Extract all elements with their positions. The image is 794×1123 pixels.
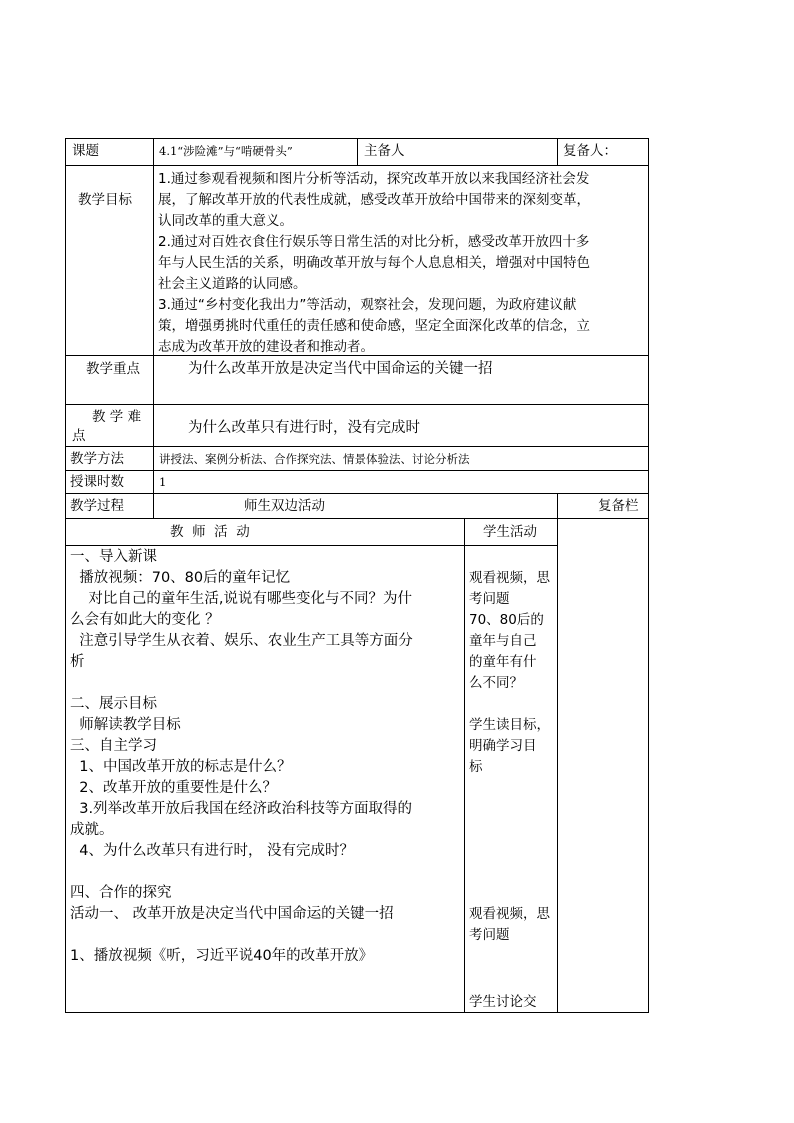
difficulty-label-cont: 点 (72, 428, 86, 444)
main-preparer-label: 主备人 (364, 143, 405, 159)
teacher-line: 一、导入新课 (70, 549, 157, 565)
student-line: 考问题 (469, 591, 510, 607)
teacher-line: 三、自主学习 (70, 738, 157, 754)
hours-label: 授课时数 (70, 474, 124, 490)
teacher-line: 四、合作的探究 (70, 885, 172, 901)
goals-label: 教学目标 (78, 192, 132, 208)
topic-label: 课题 (72, 143, 99, 159)
grid-line (557, 493, 558, 1013)
teacher-line: 播放视频：70、80后的童年记忆 (70, 570, 291, 586)
goals-line: 策，增强勇挑时代重任的责任感和使命感，坚定全面深化改革的信念，立 (158, 318, 590, 334)
student-line: 观看视频，思 (469, 906, 550, 922)
teacher-line: 么会有如此大的变化 ？ (70, 612, 220, 628)
teacher-line: 对比自己的童年生活,说说有哪些变化与不同？为什 (70, 591, 413, 607)
teacher-line: 活动一、 改革开放是决定当代中国命运的关键一招 (70, 906, 394, 922)
goals-line: 3.通过“乡村变化我出力”等活动，观察社会，发现问题，为政府建议献 (158, 297, 577, 313)
teacher-line: 二、展示目标 (70, 696, 157, 712)
goals-line: 志成为改革开放的建设者和推动者。 (158, 339, 374, 355)
teacher-activity-header: 教 师 活 动 (170, 524, 250, 540)
student-line: 70、80后的 (469, 612, 544, 628)
co-preparer-label: 复备人： (563, 143, 617, 159)
student-line: 考问题 (469, 927, 510, 943)
student-activity-header: 学生活动 (483, 524, 537, 540)
student-line: 观看视频，思 (469, 570, 550, 586)
teacher-line: 4、为什么改革只有进行时， 没有完成时？ (70, 843, 355, 859)
grid-line (65, 1012, 649, 1013)
grid-line (464, 518, 465, 1013)
teacher-line: 1、播放视频《听，习近平说40年的改革开放》 (70, 948, 374, 964)
goals-line: 展，了解改革开放的代表性成就，感受改革开放给中国带来的深刻变革， (158, 192, 590, 208)
grid-line (357, 138, 358, 166)
teacher-line: 析 (70, 654, 85, 670)
goals-line: 2.通过对百姓衣食住行娱乐等日常生活的对比分析，感受改革开放四十多 (158, 234, 590, 250)
dual-activity-label: 师生双边活动 (244, 498, 325, 514)
topic-value: 4.1“涉险滩”与“啃硬骨头” (159, 144, 293, 158)
student-line: 么不同？ (469, 675, 523, 691)
student-line: 标 (469, 759, 483, 775)
method-label: 教学方法 (70, 451, 124, 467)
student-line: 明确学习目 (469, 738, 537, 754)
key-point-value: 为什么改革开放是决定当代中国命运的关键一招 (188, 361, 493, 377)
key-point-label: 教学重点 (86, 361, 140, 377)
student-line: 学生读目标， (469, 717, 550, 733)
grid-line (65, 138, 66, 1013)
teacher-line: 2、改革开放的重要性是什么？ (70, 780, 277, 796)
goals-line: 1.通过参观看视频和图片分析等活动，探究改革开放以来我国经济社会发 (158, 171, 590, 187)
difficulty-label: 教 学 难 (92, 409, 142, 425)
student-line: 童年与自己 (469, 633, 537, 649)
student-line: 学生讨论交 (469, 994, 537, 1010)
goals-line: 社会主义道路的认同感。 (158, 276, 307, 292)
grid-line (65, 545, 557, 546)
method-value: 讲授法、案例分析法、合作探究法、情景体验法、讨论分析法 (159, 452, 470, 466)
teacher-line: 成就。 (70, 822, 114, 838)
grid-line (153, 138, 154, 519)
teacher-line: 3.列举改革开放后我国在经济政治科技等方面取得的 (70, 801, 413, 817)
process-label: 教学过程 (70, 498, 124, 514)
difficulty-value: 为什么改革只有进行时，没有完成时 (188, 420, 420, 436)
goals-line: 认同改革的重大意义。 (158, 213, 293, 229)
teacher-line: 注意引导学生从衣着、娱乐、农业生产工具等方面分 (70, 633, 413, 649)
student-line: 的童年有什 (469, 654, 537, 670)
teacher-line: 师解读教学目标 (70, 717, 181, 733)
goals-line: 年与人民生活的关系，明确改革开放与每个人息息相关，增强对中国特色 (158, 255, 590, 271)
grid-line (557, 138, 558, 166)
hours-value: 1 (159, 475, 167, 489)
teacher-line: 1、中国改革开放的标志是什么？ (70, 759, 292, 775)
grid-line (648, 138, 649, 1013)
review-column-label: 复备栏 (598, 498, 639, 514)
